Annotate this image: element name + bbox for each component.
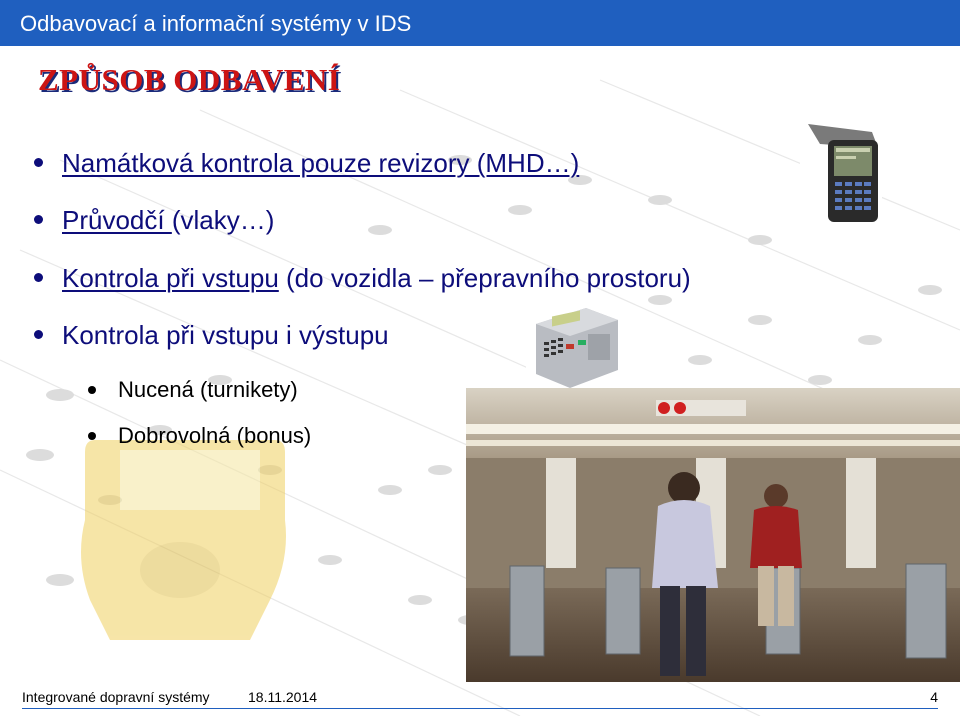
bullet-4 (62, 320, 389, 350)
bullet-dot-icon (34, 273, 43, 282)
footer-course-name: Integrované dopravní systémy (22, 689, 210, 705)
header-bar (0, 0, 960, 46)
header-title: Odbavovací a informační systémy v IDS (20, 11, 412, 36)
subbullet-1-text: Nucená (turnikety) (118, 377, 298, 402)
bullet-4-text: Kontrola při vstupu i výstupu (62, 320, 389, 350)
bullet-dot-icon (34, 158, 43, 167)
bullet-2-underlined: Průvodčí (62, 205, 172, 235)
metro-turnstiles-photo (466, 388, 960, 682)
bullet-1 (62, 148, 579, 178)
footer-date: 18.11.2014 (248, 689, 318, 705)
footer-divider (22, 708, 938, 709)
bullet-3 (62, 263, 691, 293)
bullet-2 (62, 205, 274, 235)
bullet-2-rest: (vlaky…) (171, 205, 275, 235)
subbullet-dot-icon (88, 386, 96, 394)
bullet-dot-icon (34, 330, 43, 339)
bullet-3-underlined: Kontrola při vstupu (62, 263, 279, 293)
validator-device-photo (526, 300, 622, 390)
subbullet-1 (118, 377, 298, 403)
subbullet-dot-icon (88, 432, 96, 440)
subbullet-2 (118, 423, 311, 449)
slide-title: ZPŮSOB ODBAVENÍ (38, 62, 341, 97)
footer-page-number: 4 (930, 689, 938, 705)
bullet-1-text: Namátková kontrola pouze revizory (MHD…) (62, 148, 580, 178)
bullet-3-rest: (do vozidla – přepravního prostoru) (278, 263, 691, 293)
bullet-dot-icon (34, 215, 43, 224)
subbullet-2-text: Dobrovolná (bonus) (118, 423, 312, 448)
handheld-terminal-photo (800, 118, 882, 224)
